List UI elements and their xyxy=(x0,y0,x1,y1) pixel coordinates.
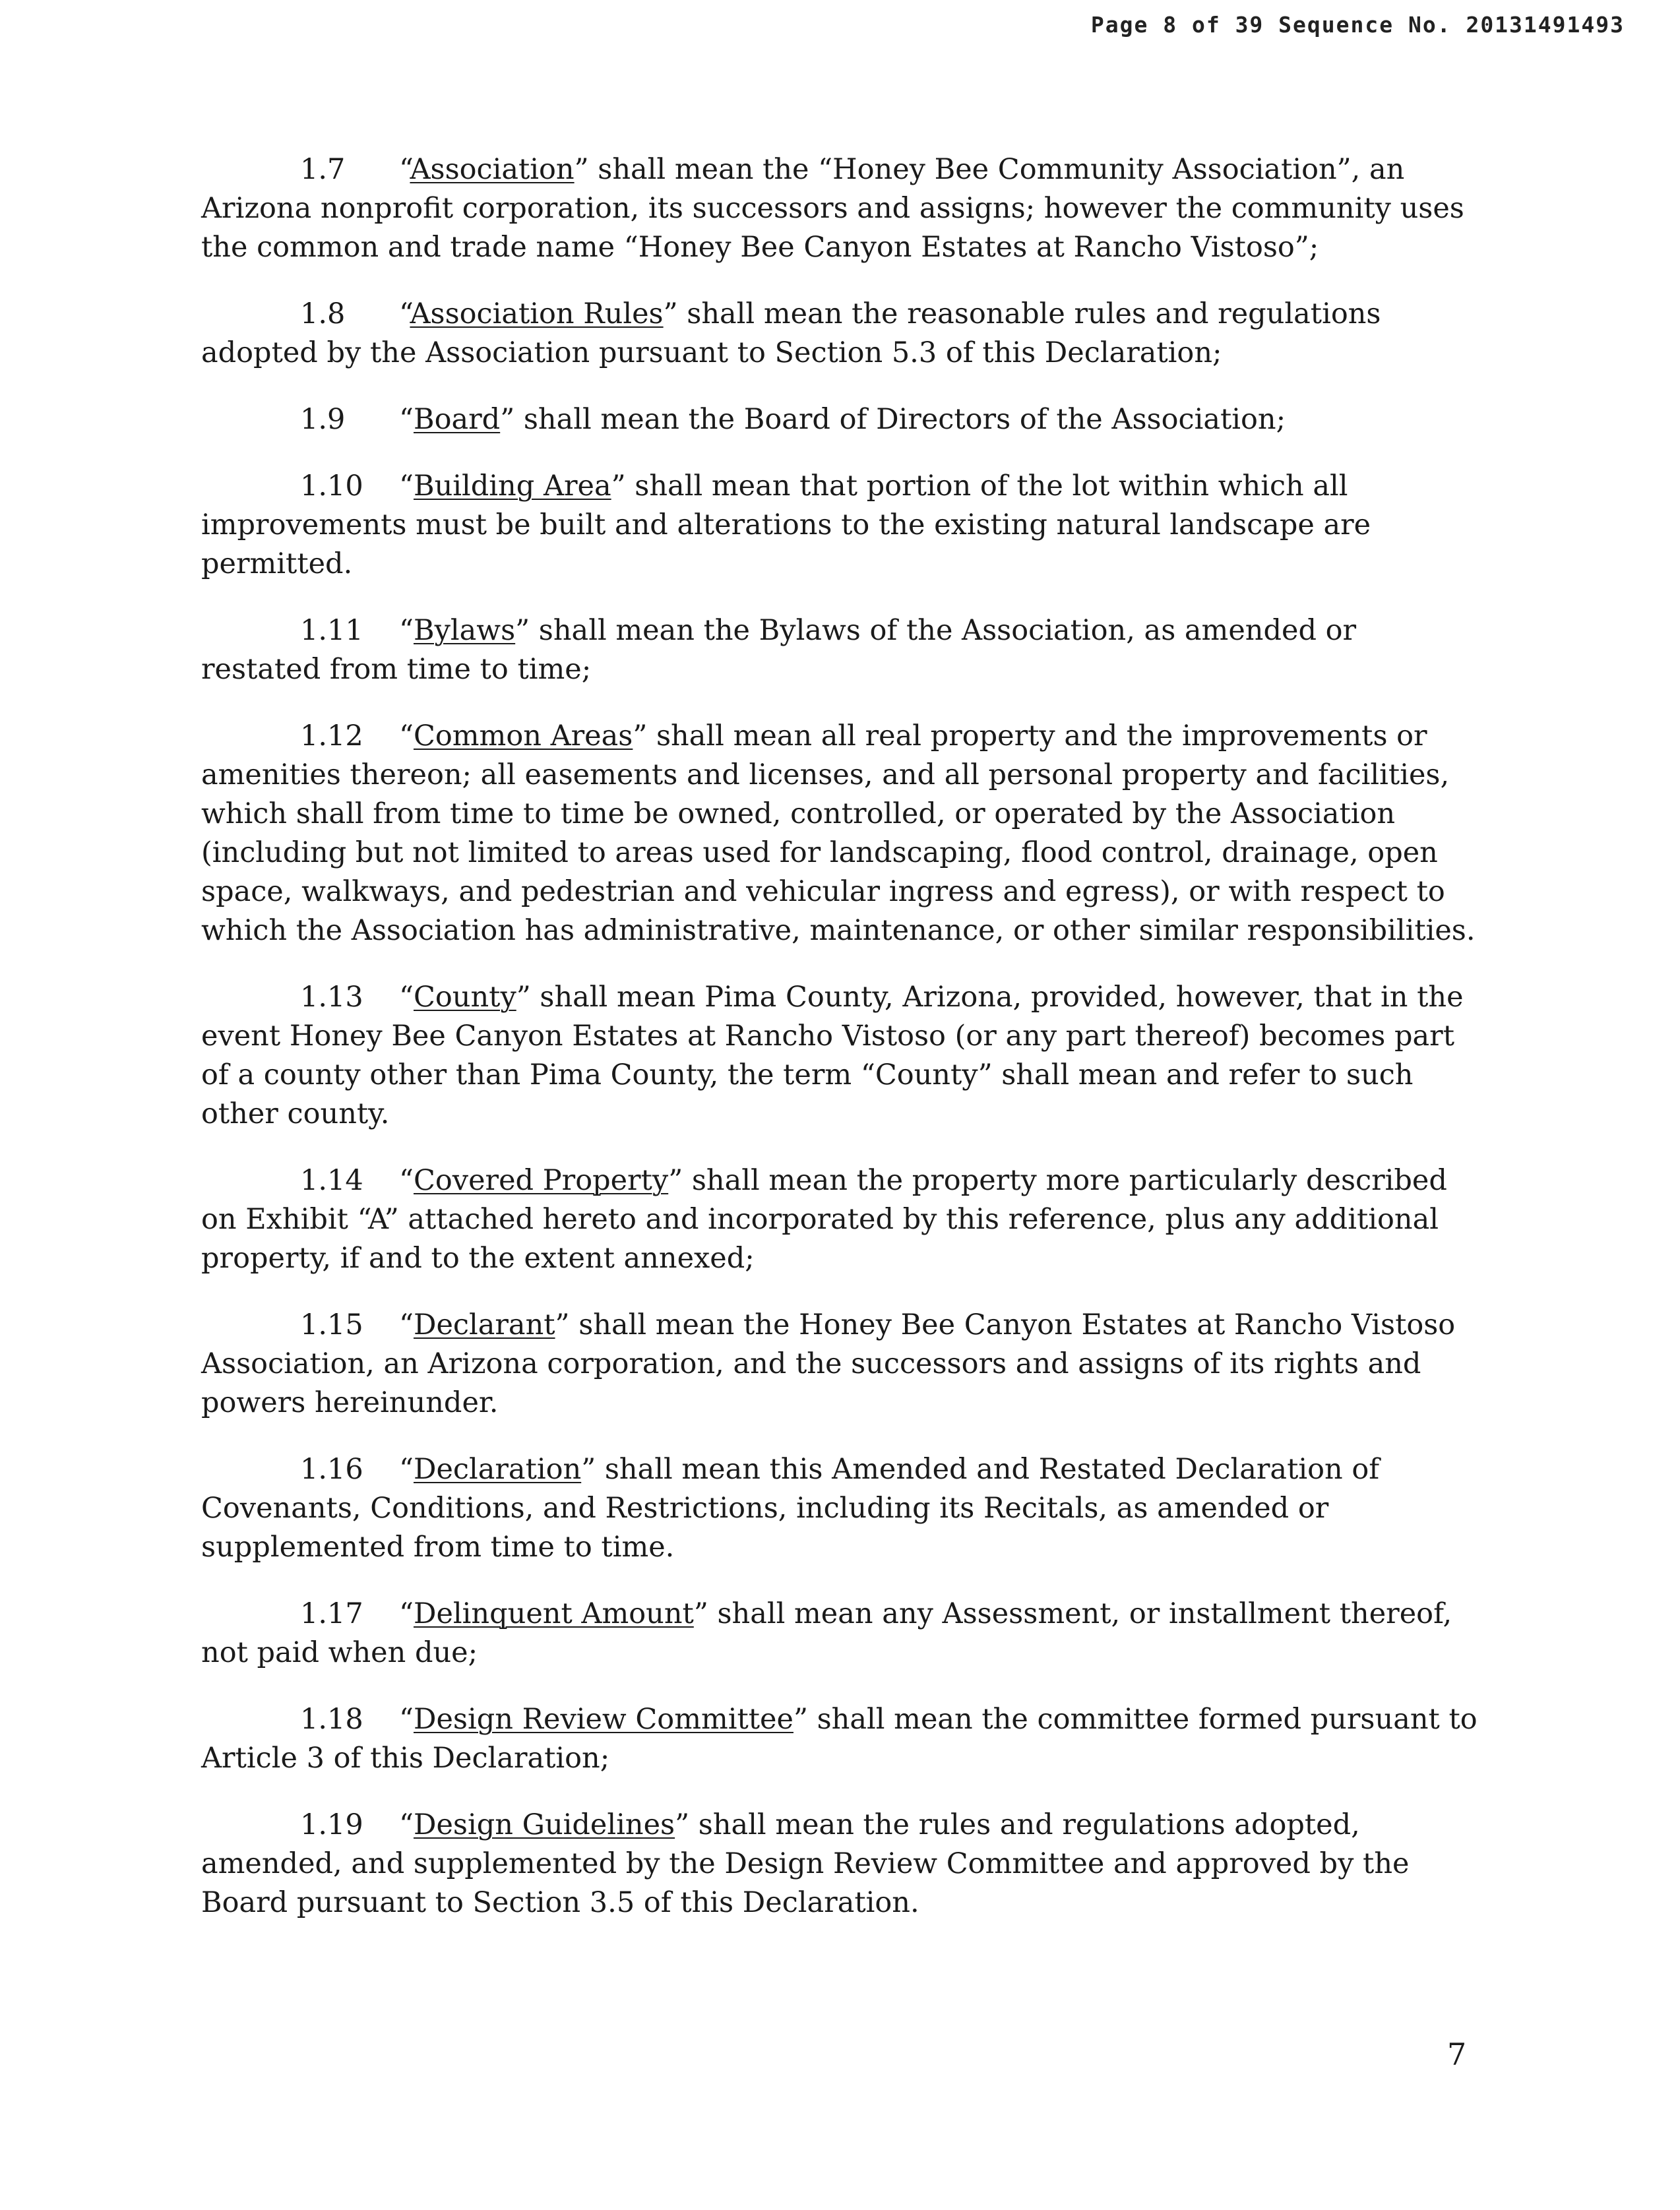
definition-number: 1.9 xyxy=(300,403,346,436)
definition-text: ” shall mean the “Honey Bee Community Association”, an Arizona nonprofit corporation, its successors and assigns; however the community uses the common and trade name “Honey Bee Canyon Estates at Rancho Vistoso”; xyxy=(201,153,1464,264)
defined-term: Association Rules xyxy=(410,297,664,330)
defined-term: Delinquent Amount xyxy=(413,1597,694,1630)
definition-paragraph xyxy=(201,1450,1481,1567)
defined-term: Bylaws xyxy=(413,614,516,647)
defined-term: Association xyxy=(410,153,575,186)
definition-text: ” shall mean the property more particularly described on Exhibit “A” attached hereto and incorporated by this reference, plus any additional property, if and to the extent annexed; xyxy=(201,1164,1447,1275)
definition-number: 1.13 xyxy=(300,981,363,1014)
definition-paragraph xyxy=(201,1161,1481,1278)
open-quote: “ xyxy=(399,1164,414,1197)
defined-term: Declarant xyxy=(413,1308,555,1341)
defined-term: Covered Property xyxy=(413,1164,669,1197)
definition-paragraph xyxy=(201,150,1481,267)
defined-term: Declaration xyxy=(413,1453,582,1486)
page-sequence-header: Page 8 of 39 Sequence No. 20131491493 xyxy=(1090,12,1625,38)
definition-paragraph xyxy=(201,1700,1481,1778)
defined-term: Common Areas xyxy=(413,720,633,752)
definition-number: 1.16 xyxy=(300,1453,363,1486)
definition-number: 1.7 xyxy=(300,153,346,186)
definition-text: ” shall mean the rules and regulations adopted, amended, and supplemented by the Design Review Committee and approved by the Board pursuant to Section 3.5 of this Declaration. xyxy=(201,1808,1410,1919)
definition-text: ” shall mean any Assessment, or installment thereof, not paid when due; xyxy=(201,1597,1452,1669)
definition-paragraph xyxy=(201,400,1481,439)
open-quote: “ xyxy=(399,614,414,647)
definition-paragraph xyxy=(201,978,1481,1134)
open-quote: “ xyxy=(399,1808,414,1841)
open-quote: “ xyxy=(399,720,414,752)
defined-term: Design Guidelines xyxy=(413,1808,675,1841)
definition-text: ” shall mean that portion of the lot within which all improvements must be built and alterations to the existing natural landscape are permitted. xyxy=(201,470,1371,580)
definitions-section xyxy=(201,150,1481,1950)
open-quote: “ xyxy=(399,153,410,186)
open-quote: “ xyxy=(399,297,410,330)
open-quote: “ xyxy=(399,403,414,436)
definition-paragraph xyxy=(201,295,1481,373)
definition-text: ” shall mean the Board of Directors of the Association; xyxy=(500,403,1286,436)
definition-text: ” shall mean Pima County, Arizona, provided, however, that in the event Honey Bee Canyon Estates at Rancho Vistoso (or any part thereof) becomes part of a county other than Pima County, the term “County” shall mean and refer to such other county. xyxy=(201,981,1464,1130)
definition-number: 1.15 xyxy=(300,1308,363,1341)
definition-text: ” shall mean the committee formed pursuant to Article 3 of this Declaration; xyxy=(201,1703,1478,1775)
definition-text: ” shall mean the reasonable rules and regulations adopted by the Association pursuant to Section 5.3 of this Declaration; xyxy=(201,297,1381,369)
definition-number: 1.18 xyxy=(300,1703,363,1736)
definition-number: 1.17 xyxy=(300,1597,363,1630)
defined-term: Building Area xyxy=(413,470,611,503)
definition-text: ” shall mean all real property and the improvements or amenities thereon; all easements and licenses, and all personal property and facilities, which shall from time to time be owned, controlled, or operated by the Association (including but not limited to areas used for landscaping, flood control, drainage, open space, walkways, and pedestrian and vehicular ingress and egress), or with respect to which the Association has administrative, maintenance, or other similar responsibilities. xyxy=(201,720,1476,947)
page-number: 7 xyxy=(1447,2037,1467,2072)
defined-term: Design Review Committee xyxy=(413,1703,793,1736)
definition-number: 1.14 xyxy=(300,1164,363,1197)
definition-text: ” shall mean the Honey Bee Canyon Estates at Rancho Vistoso Association, an Arizona corporation, and the successors and assigns of its rights and powers hereinunder. xyxy=(201,1308,1456,1419)
definition-number: 1.12 xyxy=(300,720,363,752)
definition-text: ” shall mean the Bylaws of the Association, as amended or restated from time to time; xyxy=(201,614,1357,686)
definition-paragraph xyxy=(201,467,1481,584)
defined-term: County xyxy=(413,981,516,1014)
definition-number: 1.10 xyxy=(300,470,363,503)
open-quote: “ xyxy=(399,1597,414,1630)
open-quote: “ xyxy=(399,1308,414,1341)
definition-paragraph xyxy=(201,717,1481,950)
definition-paragraph xyxy=(201,611,1481,689)
definition-paragraph xyxy=(201,1806,1481,1922)
definition-number: 1.11 xyxy=(300,614,363,647)
defined-term: Board xyxy=(413,403,501,436)
open-quote: “ xyxy=(399,981,414,1014)
definition-paragraph xyxy=(201,1306,1481,1423)
definition-paragraph xyxy=(201,1595,1481,1673)
definition-number: 1.8 xyxy=(300,297,346,330)
open-quote: “ xyxy=(399,1703,414,1736)
definition-number: 1.19 xyxy=(300,1808,363,1841)
open-quote: “ xyxy=(399,470,414,503)
definition-text: ” shall mean this Amended and Restated Declaration of Covenants, Conditions, and Restrictions, including its Recitals, as amended or supplemented from time to time. xyxy=(201,1453,1380,1564)
open-quote: “ xyxy=(399,1453,414,1486)
